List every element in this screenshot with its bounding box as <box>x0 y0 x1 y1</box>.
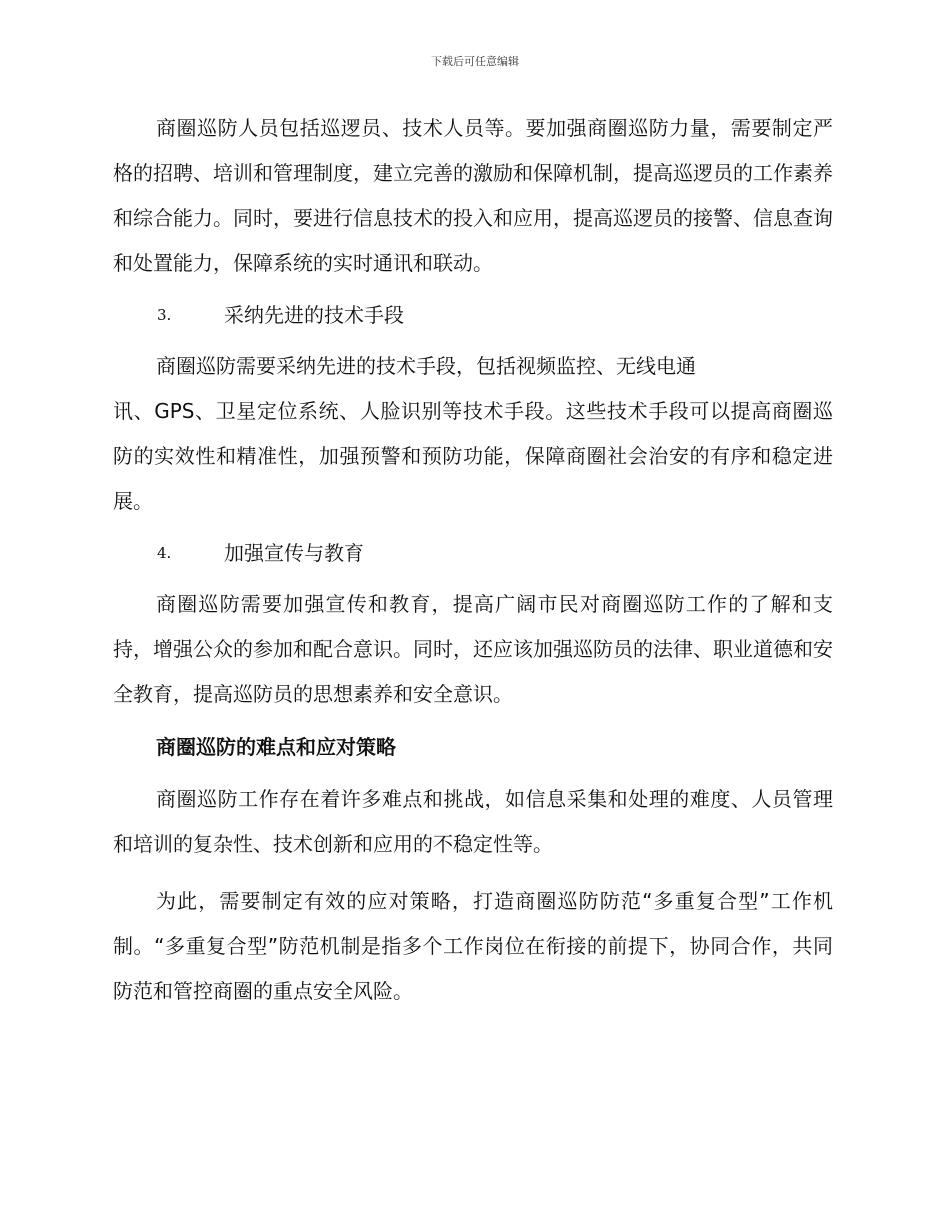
page-header: 下载后可任意编辑 <box>431 55 519 68</box>
section-heading: 商圈巡防的难点和应对策略 <box>156 735 396 759</box>
list-item-title: 采纳先进的技术手段 <box>224 303 404 327</box>
document-body <box>113 106 833 1014</box>
paragraph-technology-line1: 商圈巡防需要采纳先进的技术手段，包括视频监控、无线电通 <box>156 354 696 378</box>
list-number: 4. <box>157 544 172 562</box>
paragraph-technology-rest: 讯、GPS、卫星定位系统、人脸识别等技术手段。这些技术手段可以提高商圈巡防的实效性和精准性，加强预警和预防功能，保障商圈社会治安的有序和稳定进展。 <box>113 399 833 513</box>
list-item-title: 加强宣传与教育 <box>224 541 364 565</box>
paragraph-difficulties: 商圈巡防工作存在着许多难点和挑战，如信息采集和处理的难度、人员管理和培训的复杂性、技术创新和应用的不稳定性等。 <box>113 787 833 856</box>
list-item-3 <box>113 297 833 333</box>
list-item-4 <box>113 535 833 571</box>
list-number: 3. <box>157 306 172 324</box>
paragraph-publicity-education: 商圈巡防需要加强宣传和教育，提高广阔市民对商圈巡防工作的了解和支持，增强公众的参加和配合意识。同时，还应该加强巡防员的法律、职业道德和安全教育，提高巡防员的思想素养和安全意识。 <box>113 592 833 706</box>
paragraph-patrol-personnel: 商圈巡防人员包括巡逻员、技术人员等。要加强商圈巡防力量，需要制定严格的招聘、培训和管理制度，建立完善的激励和保障机制，提高巡逻员的工作素养和综合能力。同时，要进行信息技术的投入和应用，提高巡逻员的接警、信息查询和处置能力，保障系统的实时通讯和联动。 <box>113 116 833 275</box>
paragraph-strategies: 为此，需要制定有效的应对策略，打造商圈巡防防范“多重复合型”工作机制。“多重复合型”防范机制是指多个工作岗位在衔接的前提下，协同合作，共同防范和管控商圈的重点安全风险。 <box>113 889 833 1003</box>
